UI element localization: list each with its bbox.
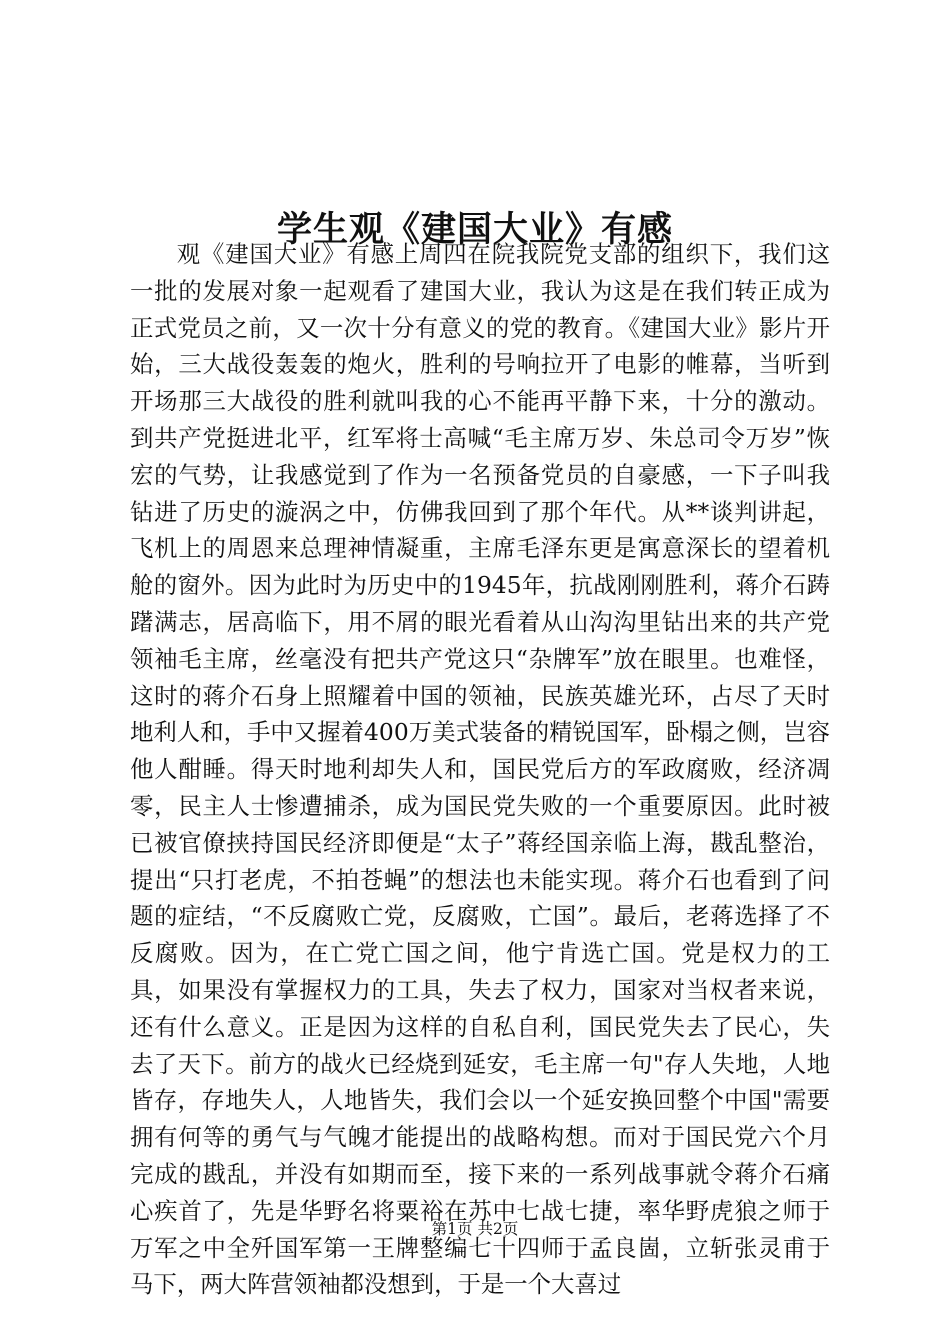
- page-footer: 第1页 共2页: [431, 1220, 519, 1238]
- page-title: 学生观《建国大业》有感: [276, 209, 673, 251]
- body-paragraph: 观《建国大业》有感上周四在院我院党支部的组织下，我们这一批的发展对象一起观看了建国大业，我认为这是在我们转正成为正式党员之前，又一次十分有意义的党的教育。《建国大业》影片开始，三大战役轰轰的炮火，胜利的号响拉开了电影的帷幕，当听到开场那三大战役的胜利就叫我的心不能再平静下来，十分的激动。到共产党挺进北平，红军将士高喊“毛主席万岁、朱总司令万岁”恢宏的气势，让我感觉到了作为一名预备党员的自豪感，一下子叫我钻进了历史的漩涡之中，仿佛我回到了那个年代。从**谈判讲起，飞机上的周恩来总理神情凝重，主席毛泽东更是寓意深长的望着机舱的窗外。因为此时为历史中的1945年，抗战刚刚胜利，蒋介石踌躇满志，居高临下，用不屑的眼光看着从山沟沟里钻出来的共产党领袖毛主席，丝毫没有把共产党这只“杂牌军”放在眼里。也难怪，这时的蒋介石身上照耀着中国的领袖，民族英雄光环，占尽了天时地利人和，手中又握着400万美式装备的精锐国军，卧榻之侧，岂容他人酣睡。得天时地利却失人和，国民党后方的军政腐败，经济凋零，民主人士惨遭捕杀，成为国民党失败的一个重要原因。此时被已被官僚挟持国民经济即便是“太子”蒋经国亲临上海，戡乱整治，提出“只打老虎，不拍苍蝇”的想法也未能实现。蒋介石也看到了问题的症结，“不反腐败亡党，反腐败，亡国”。最后，老蒋选择了不反腐败。因为，在亡党亡国之间，他宁肯选亡国。党是权力的工具，如果没有掌握权力的工具，失去了权力，国家对当权者来说，还有什么意义。正是因为这样的自私自利，国民党失去了民心，失去了天下。前方的战火已经烧到延安，毛主席一句"存人失地，人地皆存，存地失人，人地皆失，我们会以一个延安换回整个中国"需要拥有何等的勇气与气魄才能提出的战略构想。而对于国民党六个月完成的戡乱，并没有如期而至，接下来的一系列战事就令蒋介石痛心疾首了，先是华野名将粟裕在苏中七战七捷，率华野虎狼之师于万军之中全歼国军第一王牌整编七十四师于孟良崮，立斩张灵甫于马下，两大阵营领袖都没想到，于是一个大喜过: [130, 240, 830, 1299]
